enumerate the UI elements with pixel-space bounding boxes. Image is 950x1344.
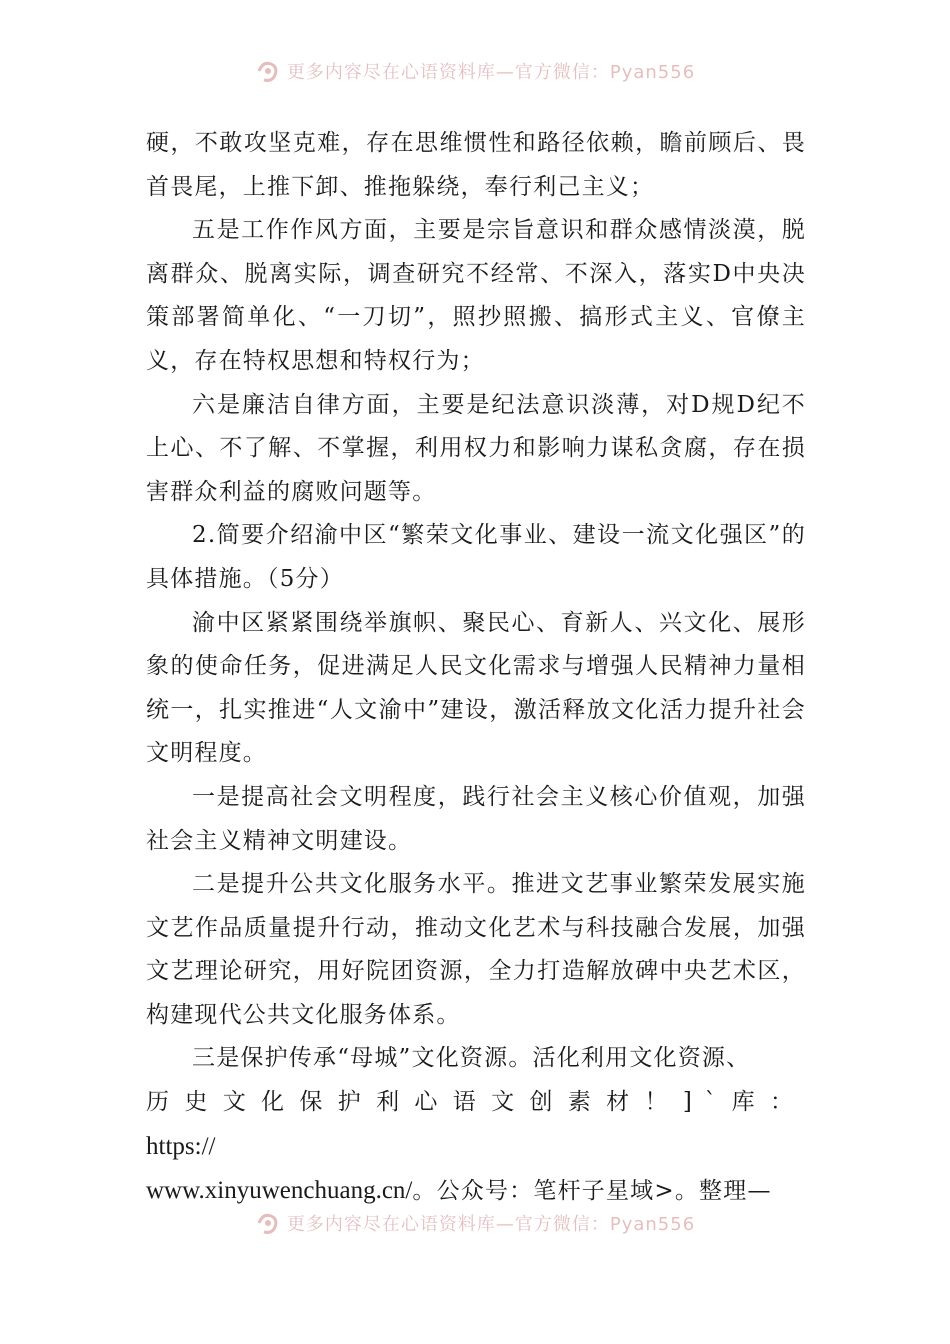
question-heading: 2.简要介绍渝中区“繁荣文化事业、建设一流文化强区”的具体措施。（5分） xyxy=(146,522,806,592)
paragraph: 渝中区紧紧围绕举旗帜、聚民心、育新人、兴文化、展形象的使命任务，促进满足人民文化需求与增强人民精神力量相统一，扎实推进“人文渝中”建设，激活释放文化活力提升社会文明程度。 xyxy=(146,609,806,767)
paragraph: 六是廉洁自律方面，主要是纪法意识淡薄，对D规D纪不上心、不了解、不掌握，利用权力和影响力谋私贪腐，存在损害群众利益的腐败问题等。 xyxy=(146,391,806,505)
paragraph: 一是提高社会文明程度，践行社会主义核心价值观，加强社会主义精神文明建设。 xyxy=(146,783,806,854)
source-url: www.xinyuwenchuang.cn/ xyxy=(146,1177,413,1205)
document-body xyxy=(146,122,806,1214)
paragraph-line: 三是保护传承“母城”文化资源。活化利用文化资源、 xyxy=(192,1045,751,1072)
paragraph-line xyxy=(146,1081,806,1169)
watermark-footer xyxy=(0,1208,950,1238)
logo-icon xyxy=(255,58,281,84)
watermark-text: 更多内容尽在心语资料库—官方微信：Pyan556 xyxy=(286,1214,696,1235)
logo-icon xyxy=(255,1210,281,1236)
source-url-part: https:// xyxy=(146,1132,216,1160)
paragraph: 二是提升公共文化服务水平。推进文艺事业繁荣发展实施文艺作品质量提升行动，推动文化艺术与科技融合发展，加强文艺理论研究，用好院团资源，全力打造解放碑中央艺术区，构建现代公共文化服务体系。 xyxy=(146,871,806,1028)
source-text: 历史文化保护利心语文创素材！]`库： xyxy=(146,1089,806,1116)
paragraph: 五是工作作风方面，主要是宗旨意识和群众感情淡漠，脱离群众、脱离实际，调查研究不经常、不深入，落实D中央决策部署简单化、“一刀切”，照抄照搬、搞形式主义、官僚主义，存在特权思想和特权行为； xyxy=(146,217,806,374)
watermark-header xyxy=(0,56,950,86)
paragraph: 硬，不敢攻坚克难，存在思维惯性和路径依赖，瞻前顾后、畏首畏尾，上推下卸、推拖躲绕，奉行利己主义； xyxy=(146,130,806,200)
paragraph-last xyxy=(146,1037,806,1081)
source-text: 。公众号：笔杆子星域>。整理— xyxy=(412,1178,772,1205)
watermark-text: 更多内容尽在心语资料库—官方微信：Pyan556 xyxy=(286,62,696,83)
